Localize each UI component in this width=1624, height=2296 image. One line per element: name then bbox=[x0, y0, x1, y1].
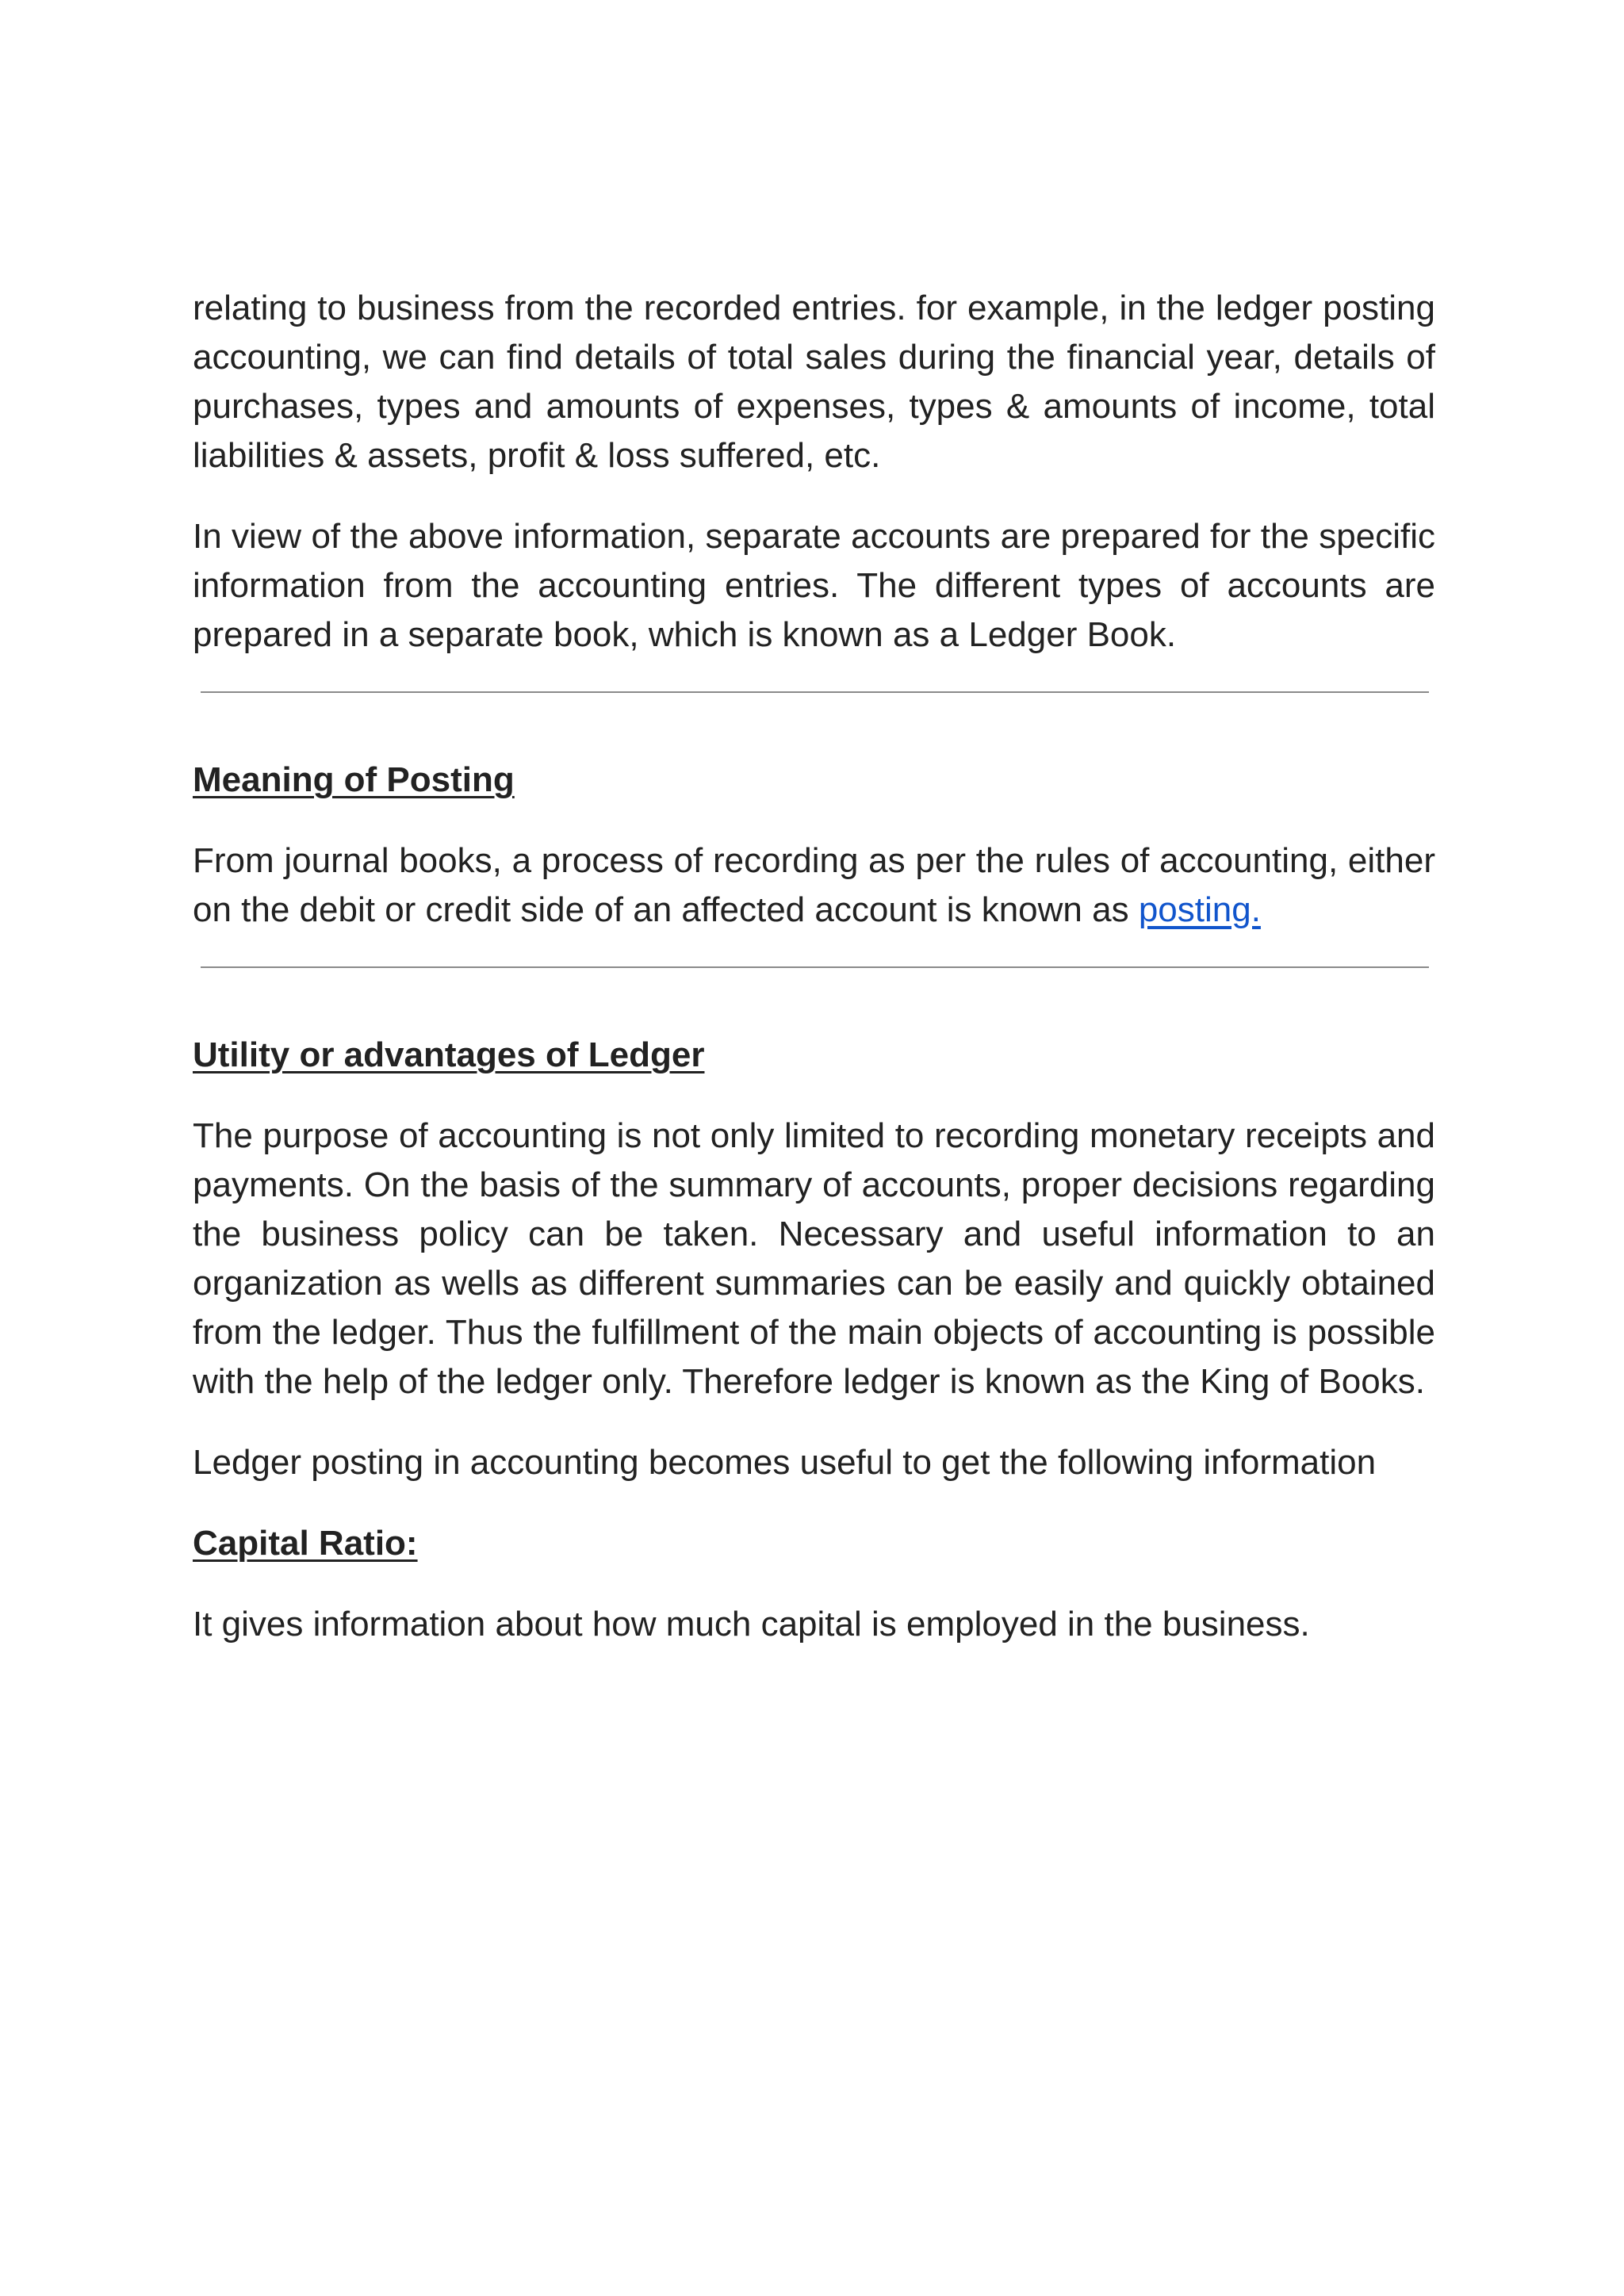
horizontal-divider bbox=[201, 691, 1429, 693]
posting-link[interactable]: posting. bbox=[1138, 890, 1261, 929]
horizontal-divider bbox=[201, 966, 1429, 968]
utility-paragraph-1: The purpose of accounting is not only limited to recording monetary receipts and payments. On the basis of the summary of accounts, proper decisions regarding the business policy can be taken. Necessary and useful information to an organization as wells as different summaries can be easily and quickly obtained from the ledger. Thus the fulfillment of the main objects of accounting is possible with the help of the ledger only. Therefore ledger is known as the King of Books. bbox=[193, 1116, 1435, 1401]
document-body bbox=[193, 284, 1435, 1681]
capital-ratio-heading: Capital Ratio: bbox=[193, 1524, 418, 1563]
utility-paragraph-2: Ledger posting in accounting becomes useful to get the following information bbox=[193, 1443, 1377, 1482]
utility-heading: Utility or advantages of Ledger bbox=[193, 1035, 705, 1074]
posting-paragraph bbox=[193, 836, 1435, 935]
capital-ratio-paragraph: It gives information about how much capital is employed in the business. bbox=[193, 1605, 1310, 1644]
posting-body-text: From journal books, a process of recording as per the rules of accounting, either on the debit or credit side of an affected account is known as bbox=[193, 841, 1435, 929]
posting-heading: Meaning of Posting bbox=[193, 760, 515, 799]
intro-paragraph-1: relating to business from the recorded entries. for example, in the ledger posting accounting, we can find details of total sales during the financial year, details of purchases, types and amounts of expenses, types & amounts of income, total liabilities & assets, profit & loss suffered, etc. bbox=[193, 289, 1435, 475]
intro-paragraph-2: In view of the above information, separate accounts are prepared for the specific information from the accounting entries. The different types of accounts are prepared in a separate book, which is known as a Ledger Book. bbox=[193, 517, 1435, 654]
